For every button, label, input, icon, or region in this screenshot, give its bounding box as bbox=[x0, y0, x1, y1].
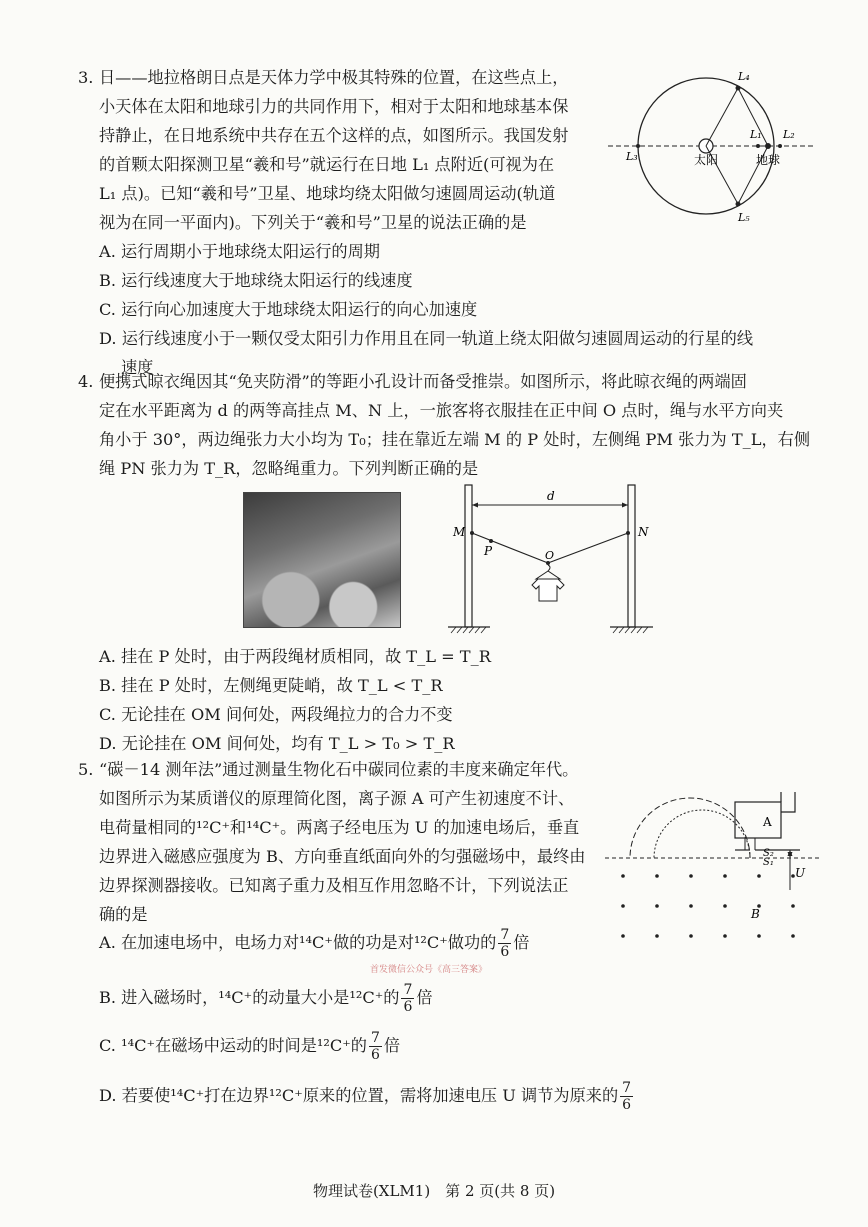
question-5-stem: 5. “碳－14 测年法”通过测量生物化石中碳同位素的丰度来确定年代。 bbox=[78, 755, 613, 784]
question-4-options bbox=[78, 642, 678, 758]
shirt-icon bbox=[532, 579, 564, 601]
watermark: 首发微信公众号《高三答案》 bbox=[370, 965, 488, 975]
option-d-continuation: 速度 bbox=[121, 358, 154, 377]
stem-line: L₁ 点)。已知“羲和号”卫星、地球均绕太阳做匀速圆周运动(轨道 bbox=[99, 184, 556, 203]
option-a: A. 挂在 P 处时，由于两段绳材质相同，故 T_L = T_R bbox=[99, 647, 491, 666]
label-S1: S₁ bbox=[763, 857, 774, 868]
label-A: A bbox=[763, 815, 772, 829]
fraction: $\frac{7}{6}$ bbox=[500, 927, 510, 960]
question-number: 3. bbox=[78, 68, 94, 87]
clothesline-photo bbox=[243, 492, 401, 628]
label-S2: S₂ bbox=[763, 848, 774, 859]
fraction: $\frac{7}{6}$ bbox=[403, 982, 413, 1015]
stem-line: 视为在同一平面内)。下列关于“羲和号”卫星的说法正确的是 bbox=[99, 213, 527, 232]
question-5-option-a: A. 在加速电场中，电场力对¹⁴C⁺做的功是对¹²C⁺做功的 $\frac{7}{6}$ 倍 bbox=[99, 927, 530, 960]
label-L4: L₄ bbox=[738, 70, 750, 83]
ion-source-box bbox=[735, 802, 781, 838]
lagrange-points-diagram bbox=[608, 64, 818, 234]
stem-line: 的首颗太阳探测卫星“羲和号”就运行在日地 L₁ 点附近(可视为在 bbox=[99, 155, 555, 174]
label-L2: L₂ bbox=[783, 128, 795, 141]
question-4 bbox=[78, 367, 813, 483]
stem-line: 持静止，在日地系统中共存在五个这样的点，如图所示。我国发射 bbox=[99, 126, 569, 145]
fraction: $\frac{7}{6}$ bbox=[622, 1080, 632, 1113]
question-4-stem: 4. 便携式晾衣绳因其“免夹防滑”的等距小孔设计而备受推崇。如图所示，将此晾衣绳的两端固 bbox=[78, 367, 813, 396]
label-L5: L₅ bbox=[738, 211, 750, 224]
option-d: D. 运行线速度小于一颗仅受太阳引力作用且在同一轨道上绕太阳做匀速圆周运动的行星的线 bbox=[99, 329, 754, 348]
stem-line: 电荷量相同的¹²C⁺和¹⁴C⁺。两离子经电压为 U 的加速电场后，垂直 bbox=[99, 818, 580, 837]
stem-line: 角小于 30°，两边绳张力大小均为 T₀；挂在靠近左端 M 的 P 处时，左侧绳 PM 张力为 T_L，右侧 bbox=[99, 430, 811, 449]
label-B: B bbox=[751, 907, 760, 921]
option-c: C. 无论挂在 OM 间何处，两段绳拉力的合力不变 bbox=[99, 705, 453, 724]
clothesline-diagram bbox=[448, 483, 658, 638]
question-5-option-b: B. 进入磁场时，¹⁴C⁺的动量大小是¹²C⁺的 $\frac{7}{6}$ 倍 bbox=[99, 982, 433, 1015]
label-sun: 太阳 bbox=[694, 153, 719, 167]
stem-line: 边界探测器接收。已知离子重力及相互作用忽略不计，下列说法正 bbox=[99, 876, 569, 895]
page-footer: 物理试卷(XLM1) 第 2 页(共 8 页) bbox=[312, 1182, 556, 1200]
question-number: 5. bbox=[78, 760, 94, 779]
hanger-icon bbox=[536, 565, 560, 579]
label-L3: L₃ bbox=[626, 150, 638, 163]
question-5-option-d: D. 若要使¹⁴C⁺打在边界¹²C⁺原来的位置，需将加速电压 U 调节为原来的 $\frac{7}{6}$ bbox=[99, 1080, 632, 1113]
mass-spectrometer-diagram bbox=[605, 790, 820, 950]
stem-line: 如图所示为某质谱仪的原理简化图，离子源 A 可产生初速度不计、 bbox=[99, 789, 575, 808]
stem-line: 绳 PN 张力为 T_R，忽略绳重力。下列判断正确的是 bbox=[99, 459, 479, 478]
option-c: C. 运行向心加速度大于地球绕太阳运行的向心加速度 bbox=[99, 300, 478, 319]
option-b: B. 运行线速度大于地球绕太阳运行的线速度 bbox=[99, 271, 413, 290]
fraction: $\frac{7}{6}$ bbox=[370, 1030, 380, 1063]
stem-line: 定在水平距离为 d 的两等高挂点 M、N 上，一旅客将衣服挂在正中间 O 点时，绳与水平方向夹 bbox=[99, 401, 784, 420]
label-U: U bbox=[795, 866, 806, 880]
label-N: N bbox=[638, 525, 649, 539]
question-5-option-c: C. ¹⁴C⁺在磁场中运动的时间是¹²C⁺的 $\frac{7}{6}$ 倍 bbox=[99, 1030, 401, 1063]
option-b: B. 挂在 P 处时，左侧绳更陡峭，故 T_L < T_R bbox=[99, 676, 443, 695]
stem-line: 边界进入磁感应强度为 B、方向垂直纸面向外的匀强磁场中，最终由 bbox=[99, 847, 586, 866]
option-d: D. 无论挂在 OM 间何处，均有 T_L > T₀ > T_R bbox=[99, 734, 455, 753]
label-P: P bbox=[484, 544, 493, 558]
question-3 bbox=[78, 63, 608, 237]
question-3-stem: 3. 日——地拉格朗日点是天体力学中极其特殊的位置，在这些点上， bbox=[78, 63, 608, 92]
label-d: d bbox=[547, 489, 555, 503]
question-5 bbox=[78, 755, 613, 929]
label-O: O bbox=[545, 549, 555, 562]
label-M: M bbox=[453, 525, 466, 539]
label-earth: 地球 bbox=[756, 153, 781, 167]
stem-line: 确的是 bbox=[99, 905, 148, 924]
question-number: 4. bbox=[78, 372, 94, 391]
label-L1: L₁ bbox=[750, 128, 762, 141]
question-3-options bbox=[78, 237, 798, 382]
option-a: A. 运行周期小于地球绕太阳运行的周期 bbox=[99, 242, 380, 261]
stem-line: 小天体在太阳和地球引力的共同作用下，相对于太阳和地球基本保 bbox=[99, 97, 569, 116]
